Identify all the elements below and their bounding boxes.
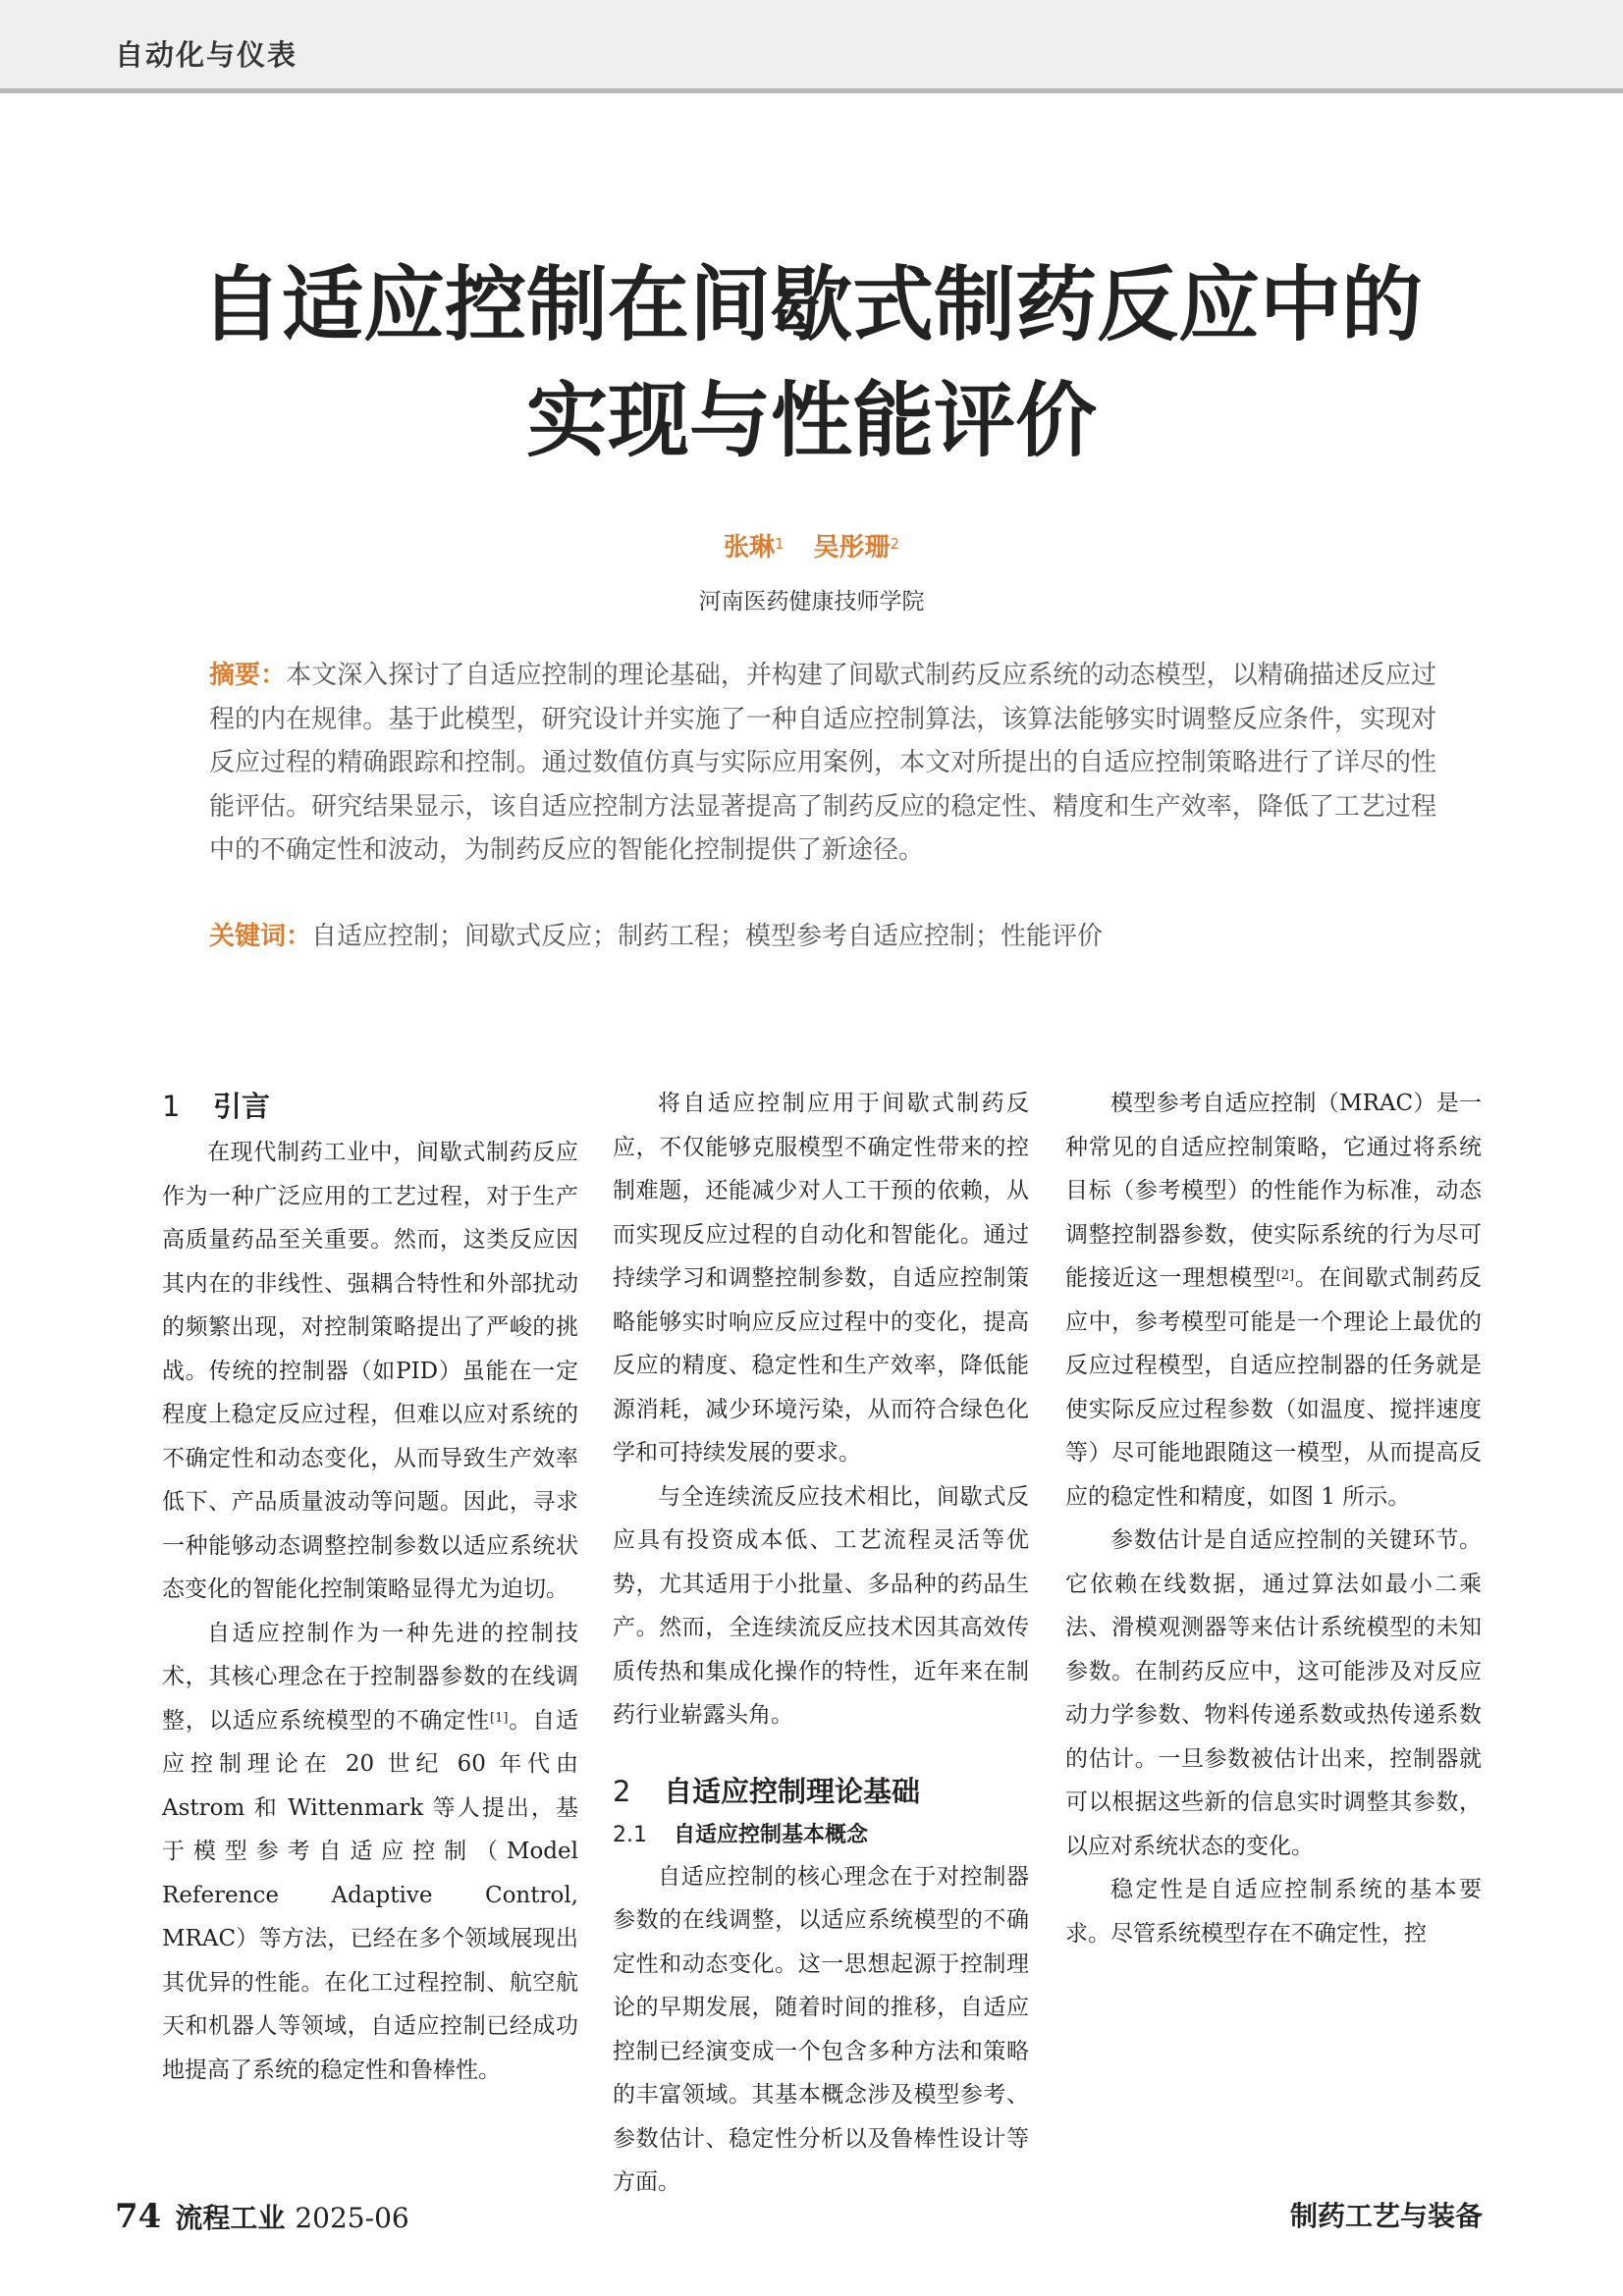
citation-ref: [2] (1275, 1268, 1295, 1283)
author-name: 吴彤珊 (813, 533, 891, 562)
citation-ref: [1] (490, 1710, 509, 1726)
column-2 (613, 1082, 1029, 2205)
section-number: 2 (613, 1774, 631, 1808)
header-divider (0, 88, 1623, 93)
section-number: 1 (162, 1090, 181, 1123)
subsection-title: 自适应控制基本概念 (674, 1822, 869, 1847)
authors (0, 530, 1623, 565)
paragraph: 将自适应控制应用于间歇式制药反应，不仅能够克服模型不确定性带来的控制难题，还能减少对人工干预的依赖，从而实现反应过程的自动化和智能化。通过持续学习和调整控制参数，自适应控制策略能够实时响应反应过程中的变化，提高反应的精度、稳定性和生产效率，降低能源消耗，减少环境污染，从而符合绿色化学和可持续发展的要求。 (613, 1091, 1029, 1466)
title-line-2: 实现与性能评价 (526, 373, 1097, 468)
keywords-label: 关键词： (209, 922, 312, 951)
column-3 (1065, 1082, 1482, 1955)
column-1 (162, 1082, 578, 2092)
author-affil-sup: 1 (774, 535, 784, 553)
paragraph: 在现代制药工业中，间歇式制药反应作为一种广泛应用的工艺过程，对于生产高质量药品至关重要。然而，这类反应因其内在的非线性、强耦合特性和外部扰动的频繁出现，对控制策略提出了严峻的挑战。传统的控制器（如PID）虽能在一定程度上稳定反应过程，但难以应对系统的不确定性和动态变化，从而导致生产效率低下、产品质量波动等问题。因此，寻求一种能够动态调整控制参数以适应系统状态变化的智能化控制策略显得尤为迫切。 (162, 1140, 578, 1602)
subsection-number: 2.1 (613, 1822, 647, 1847)
keywords-text: 自适应控制；间歇式反应；制药工程；模型参考自适应控制；性能评价 (311, 922, 1104, 951)
section-tag: 自动化与仪表 (115, 38, 298, 72)
journal-name: 流程工业 (175, 2202, 286, 2234)
section-title: 自适应控制理论基础 (664, 1774, 921, 1808)
abstract (209, 654, 1436, 873)
subsection-heading (613, 1816, 1029, 1855)
article-title (0, 247, 1623, 479)
paragraph: 与全连续流反应技术相比，间歇式反应具有投资成本低、工艺流程灵活等优势，尤其适用于小批量、多品种的药品生产。然而，全连续流反应技术因其高效传质传热和集成化操作的特性，近年来在制药行业崭露头角。 (613, 1483, 1029, 1728)
keywords (209, 915, 1436, 958)
affiliation: 河南医药健康技师学院 (698, 589, 925, 614)
author-name: 张琳 (723, 533, 775, 562)
paragraph: 参数估计是自适应控制的关键环节。它依赖在线数据，通过算法如最小二乘法、滑模观测器等来估计系统模型的未知参数。在制药反应中，这可能涉及对反应动力学参数、物料传递系数或热传递系数的估计。一旦参数被估计出来，控制器就可以根据这些新的信息实时调整其参数，以应对系统状态的变化。 (1065, 1527, 1482, 1859)
title-line-1: 自适应控制在间歇式制药反应中的 (200, 257, 1423, 352)
section-heading (613, 1767, 1029, 1816)
paragraph: 模型参考自适应控制（MRAC）是一种常见的自适应控制策略，它通过将系统目标（参考模型）的性能作为标准，动态调整控制器参数，使实际系统的行为尽可能接近这一理想模型[2]。在间歇式制药反应中，参考模型可能是一个理论上最优的反应过程模型，自适应控制器的任务就是使实际反应过程参数（如温度、搅拌速度等）尽可能地跟随这一模型，从而提高反应的稳定性和精度，如图 1 所示。 (1065, 1091, 1483, 1510)
footer-column-name: 制药工艺与装备 (1289, 2200, 1483, 2232)
footer-left (115, 2197, 409, 2238)
paragraph: 稳定性是自适应控制系统的基本要求。尽管系统模型存在不确定性，控 (1065, 1877, 1482, 1947)
abstract-text: 本文深入探讨了自适应控制的理论基础，并构建了间歇式制药反应系统的动态模型，以精确描述反应过程的内在规律。基于此模型，研究设计并实施了一种自适应控制算法，该算法能够实时调整反应条件，实现对反应过程的精确跟踪和控制。通过数值仿真与实际应用案例，本文对所提出的自适应控制策略进行了详尽的性能评估。研究结果显示，该自适应控制方法显著提高了制药反应的稳定性、精度和生产效率，降低了工艺过程中的不确定性和波动，为制药反应的智能化控制提供了新途径。 (209, 661, 1436, 866)
issue-date: 2025-06 (295, 2202, 409, 2234)
author-affil-sup: 2 (890, 535, 900, 553)
section-title: 引言 (213, 1090, 271, 1123)
paragraph: 自适应控制作为一种先进的控制技术，其核心理念在于控制器参数的在线调整，以适应系统模型的不确定性[1]。自适应控制理论在 20 世纪 60 年代由 Astrom 和 Wittenmark 等人提出，基于模型参考自适应控制（Model Reference Adaptive Control, MRAC）等方法，已经在多个领域展现出其优异的性能。在化工过程控制、航空航天和机器人等领域，自适应控制已经成功地提高了系统的稳定性和鲁棒性。 (162, 1620, 579, 2083)
section-heading (162, 1082, 578, 1131)
paragraph: 自适应控制的核心理念在于对控制器参数的在线调整，以适应系统模型的不确定性和动态变化。这一思想起源于控制理论的早期发展，随着时间的推移，自适应控制已经演变成一个包含多种方法和策略的丰富领域。其基本概念涉及模型参考、参数估计、稳定性分析以及鲁棒性设计等方面。 (613, 1863, 1029, 2195)
abstract-label: 摘要： (209, 661, 287, 690)
page-number: 74 (115, 2197, 162, 2236)
